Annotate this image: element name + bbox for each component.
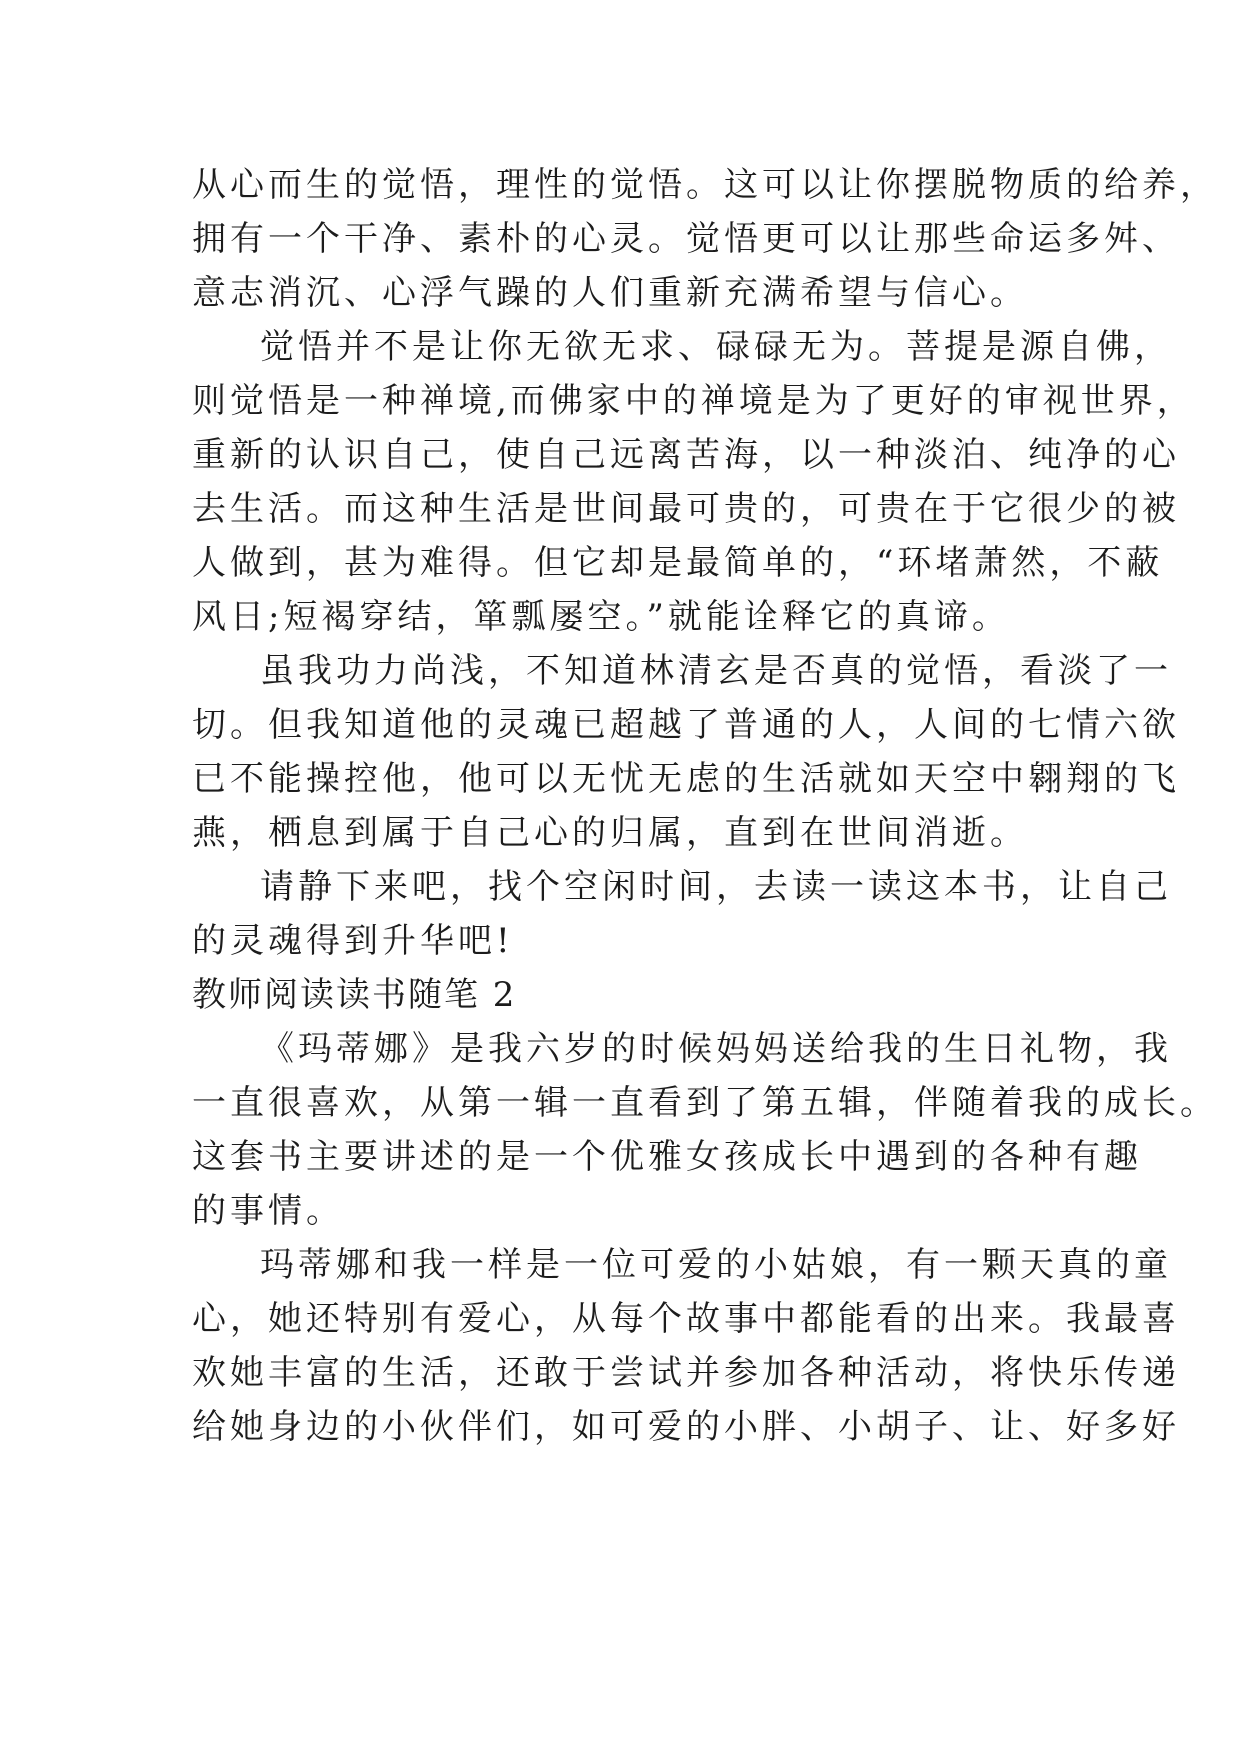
- text-line: 《玛蒂娜》是我六岁的时候妈妈送给我的生日礼物，我: [260, 1029, 1172, 1069]
- text-line: 给她身边的小伙伴们，如可爱的小胖、小胡子、让、好多好: [192, 1407, 1180, 1447]
- text-line: 重新的认识自己，使自己远离苦海，以一种淡泊、纯净的心: [192, 435, 1180, 475]
- text-line: 的事情。: [192, 1191, 344, 1231]
- text-line: 欢她丰富的生活，还敢于尝试并参加各种活动，将快乐传递: [192, 1353, 1180, 1393]
- document-body: [192, 158, 1218, 1454]
- text-line: 风日;短褐穿结，箪瓢屡空。”就能诠释它的真谛。: [192, 597, 1010, 637]
- text-line: 虽我功力尚浅，不知道林清玄是否真的觉悟，看淡了一: [260, 651, 1172, 691]
- text-line: 已不能操控他，他可以无忧无虑的生活就如天空中翱翔的飞: [192, 759, 1180, 799]
- text-line: 去生活。而这种生活是世间最可贵的，可贵在于它很少的被: [192, 489, 1180, 529]
- text-line: 玛蒂娜和我一样是一位可爱的小姑娘，有一颗天真的童: [260, 1245, 1172, 1285]
- text-line: 心，她还特别有爱心，从每个故事中都能看的出来。我最喜: [192, 1299, 1180, 1339]
- text-line: 一直很喜欢，从第一辑一直看到了第五辑，伴随着我的成长。: [192, 1083, 1218, 1123]
- text-line: 意志消沉、心浮气躁的人们重新充满希望与信心。: [192, 273, 1028, 313]
- text-line: 人做到，甚为难得。但它却是最简单的，“环堵萧然，不蔽: [192, 543, 1164, 583]
- text-line: 这套书主要讲述的是一个优雅女孩成长中遇到的各种有趣: [192, 1137, 1142, 1177]
- text-line: 的灵魂得到升华吧!: [192, 921, 514, 961]
- section-heading: 教师阅读读书随笔 2: [192, 975, 517, 1015]
- text-line: 从心而生的觉悟，理性的觉悟。这可以让你摆脱物质的给养，: [192, 165, 1218, 205]
- text-line: 拥有一个干净、素朴的心灵。觉悟更可以让那些命运多舛、: [192, 219, 1180, 259]
- text-line: 则觉悟是一种禅境,而佛家中的禅境是为了更好的审视世界，: [192, 381, 1195, 421]
- text-line: 切。但我知道他的灵魂已超越了普通的人，人间的七情六欲: [192, 705, 1180, 745]
- text-line: 觉悟并不是让你无欲无求、碌碌无为。菩提是源自佛，: [260, 327, 1172, 367]
- text-line: 请静下来吧，找个空闲时间，去读一读这本书，让自己: [260, 867, 1172, 907]
- text-line: 燕，栖息到属于自己心的归属，直到在世间消逝。: [192, 813, 1028, 853]
